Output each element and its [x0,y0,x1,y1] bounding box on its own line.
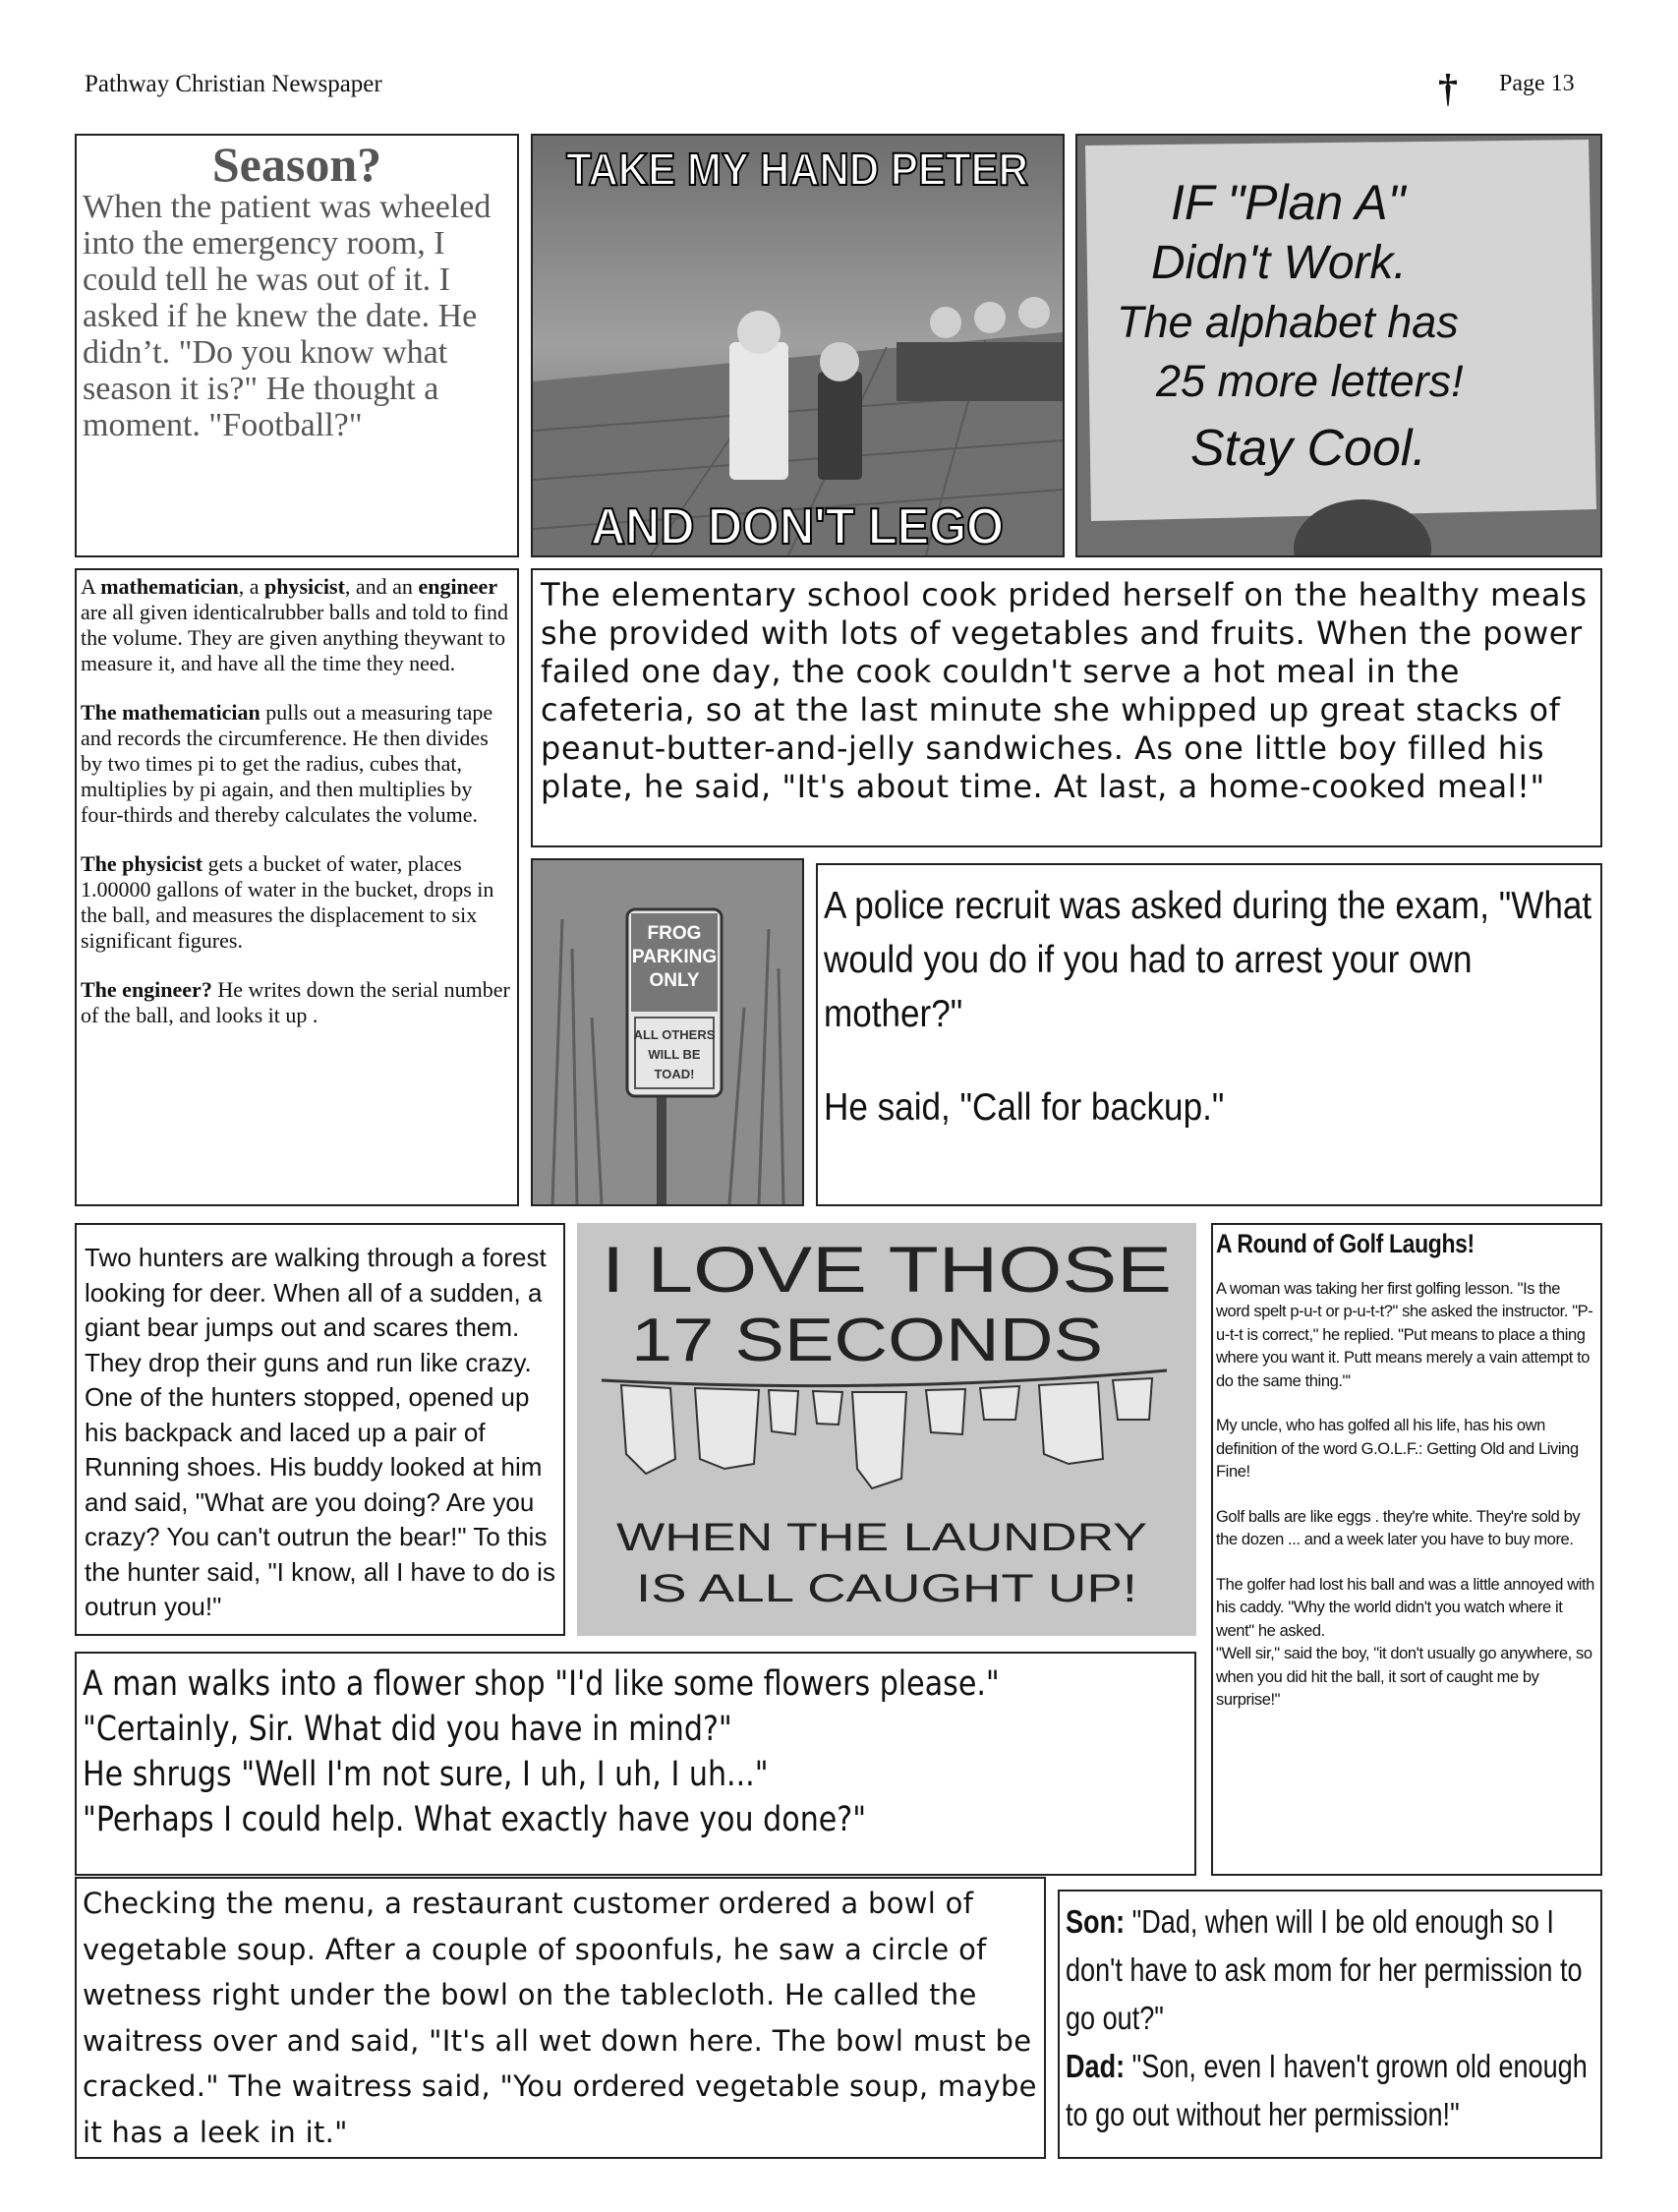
math-engineer: engineer [418,574,498,599]
season-body: When the patient was wheeled into the emergency room, I could tell he was out of it. I asked if he knew the date. He didn’t. "Do you know what season it is?" He thought a moment. "Football?" [83,189,492,443]
note-line-4: 25 more letters! [1156,356,1464,406]
frog-sign-line-2: PARKING [631,947,718,967]
math-p2-text: pulls out a measuring tape and records the circumference. He then divides by two times pi to get the radius, cubes that, multiplies by pi again, and then multiplies by four-thirds and thereby calculates the volume. [81,700,493,827]
note-line-3: The alphabet has [1117,297,1459,347]
math-physicist-paragraph [81,851,513,954]
frog-parking-sign-image [531,858,804,1206]
golf-laughs [1211,1223,1602,1876]
hunters-joke [75,1223,565,1636]
note-line-1: IF "Plan A" [1171,175,1406,230]
frog-sign-line-1: FROG [647,923,702,944]
soup-joke [75,1877,1046,2159]
flower-line-1: A man walks into a flower shop "I'd like some flowers please." [83,1664,1000,1704]
flower-joke [75,1652,1196,1876]
golf-joke-1: A woman was taking her first golfing lesson. "Is the word spelt p-u-t or p-u-t-t?" she asked the instructor. "P-u-t-t is correct," he replied. "Put means to place a thing where you want it. Putt means merely a vain attempt to do the same thing."' [1216,1279,1593,1390]
cook-joke-text: The elementary school cook prided herself on the healthy meals she provided with lots of vegetables and fruits. When the power failed one day, the cook couldn't serve a hot meal in the cafeteria, so at the last minute she whipped up great stacks of peanut-butter-and-jelly sandwiches. As one little boy filled his plate, he said, "It's about time. At last, a home-cooked meal!" [541,576,1588,805]
son-text: "Dad, when will I be old enough so I don't have to ask mom for her permission to go out?" [1066,1903,1583,2036]
dad-line [1066,2042,1597,2138]
golf-joke-3: Golf balls are like eggs . they're white. They're sold by the dozen ... and a week later you have to buy more. [1216,1507,1581,1548]
math-physicist: physicist [263,574,345,599]
flower-line-4: "Perhaps I could help. What exactly have you done?" [83,1800,867,1839]
soup-joke-text: Checking the menu, a restaurant customer ordered a bowl of vegetable soup. After a couple of spoonfuls, he saw a circle of wetness right under the bowl on the tablecloth. He called the waitress over and said, "It's all wet down here. The bowl must be cracked." The waitress said, "You ordered vegetable soup, maybe it has a leek in it." [83,1887,1037,2149]
note-line-5: Stay Cool. [1190,420,1426,477]
golf-joke-4: The golfer had lost his ball and was a little annoyed with his caddy. "Why the world didn't you watch where it went" he asked. [1216,1575,1594,1640]
math-p3-text: gets a bucket of water, places 1.00000 gallons of water in the bucket, drops in the ball, and measures the displacement to six significant figures. [81,851,494,953]
season-joke [75,134,519,557]
math-mathematician: mathematician [100,574,239,599]
frog-sign-line-4: ALL OTHERS [633,1027,716,1042]
dad-label: Dad: [1066,2048,1126,2084]
flower-line-2: "Certainly, Sir. What did you have in mind?" [83,1710,732,1749]
laundry-bottom-line-2: IS ALL CAUGHT UP! [636,1567,1137,1610]
math-p2-bold: The mathematician [81,700,260,725]
publication-name: Pathway Christian Newspaper [85,71,382,97]
laundry-meme-image [577,1223,1196,1636]
math-intro [81,574,513,676]
lego-top-caption: TAKE MY HAND PETER [566,144,1028,195]
golf-joke-5: "Well sir," said the boy, "it don't usually go anywhere, so when you did hit the ball, it sort of caught me by surprise!" [1216,1645,1592,1709]
frog-sign-line-6: TOAD! [654,1067,695,1081]
math-p4-text: He writes down the serial number of the ball, and looks it up . [81,977,510,1027]
laundry-bottom-line-1: WHEN THE LAUNDRY [616,1516,1147,1559]
police-question: A police recruit was asked during the exam, "What would you do if you had to arrest your own mother?" [824,885,1592,1035]
math-mathematician-paragraph [81,700,513,828]
math-intro-text: , a [238,574,264,599]
frog-sign-illustration [533,860,802,1204]
math-intro-text: , and an [344,574,419,599]
plan-a-note-illustration [1077,136,1600,555]
math-joke [75,568,519,1206]
golf-title: A Round of Golf Laughs! [1216,1229,1475,1258]
son-label: Son: [1066,1903,1126,1940]
son-line [1066,1897,1597,2042]
dad-text: "Son, even I haven't grown old enough to go out without her permission!" [1066,2048,1588,2132]
math-p3-bold: The physicist [81,851,203,876]
math-intro-text: A [81,574,101,599]
laundry-top-line-1: I LOVE THOSE [602,1233,1172,1306]
math-engineer-paragraph [81,977,513,1028]
cross-icon: † [1438,66,1458,110]
frog-sign-line-3: ONLY [649,970,700,991]
cook-joke [531,568,1602,847]
note-line-2: Didn't Work. [1151,237,1407,289]
golf-joke-2: My uncle, who has golfed all his life, has his own definition of the word G.O.L.F.: Getting Old and Living Fine! [1216,1417,1579,1481]
lego-bottom-caption: AND DON'T LEGO [591,498,1004,555]
lego-jesus-meme-image [531,134,1065,557]
lego-peter-figure [818,372,862,480]
flower-line-3: He shrugs "Well I'm not sure, I uh, I uh, I uh..." [83,1755,769,1794]
lego-jesus-figure [729,342,788,480]
police-joke [816,863,1602,1206]
hunters-joke-text: Two hunters are walking through a forest looking for deer. When all of a sudden, a giant bear jumps out and scares them. They drop their guns and run like crazy. One of the hunters stopped, opened up his backpack and laced up a pair of Running shoes. His buddy looked at him and said, "What are you doing? Are you crazy? You can't outrun the bear!" To this the hunter said, "I know, all I have to do is outrun you!" [85,1243,555,1621]
frog-sign-line-5: WILL BE [648,1047,701,1062]
laundry-top-line-2: 17 SECONDS [631,1307,1103,1374]
math-intro-text: are all given identicalrubber balls and told to find the volume. They are given anything theywant to measure it, and have all the time they need. [81,600,508,675]
math-p4-bold: The engineer? [81,977,212,1002]
season-title: Season? [211,137,382,192]
police-answer: He said, "Call for backup." [824,1086,1225,1129]
plan-a-note-image [1075,134,1602,557]
page-number: Page 13 [1499,71,1575,96]
son-dad-joke [1058,1890,1602,2159]
lego-scene-illustration [533,136,1063,555]
laundry-illustration [577,1223,1196,1636]
